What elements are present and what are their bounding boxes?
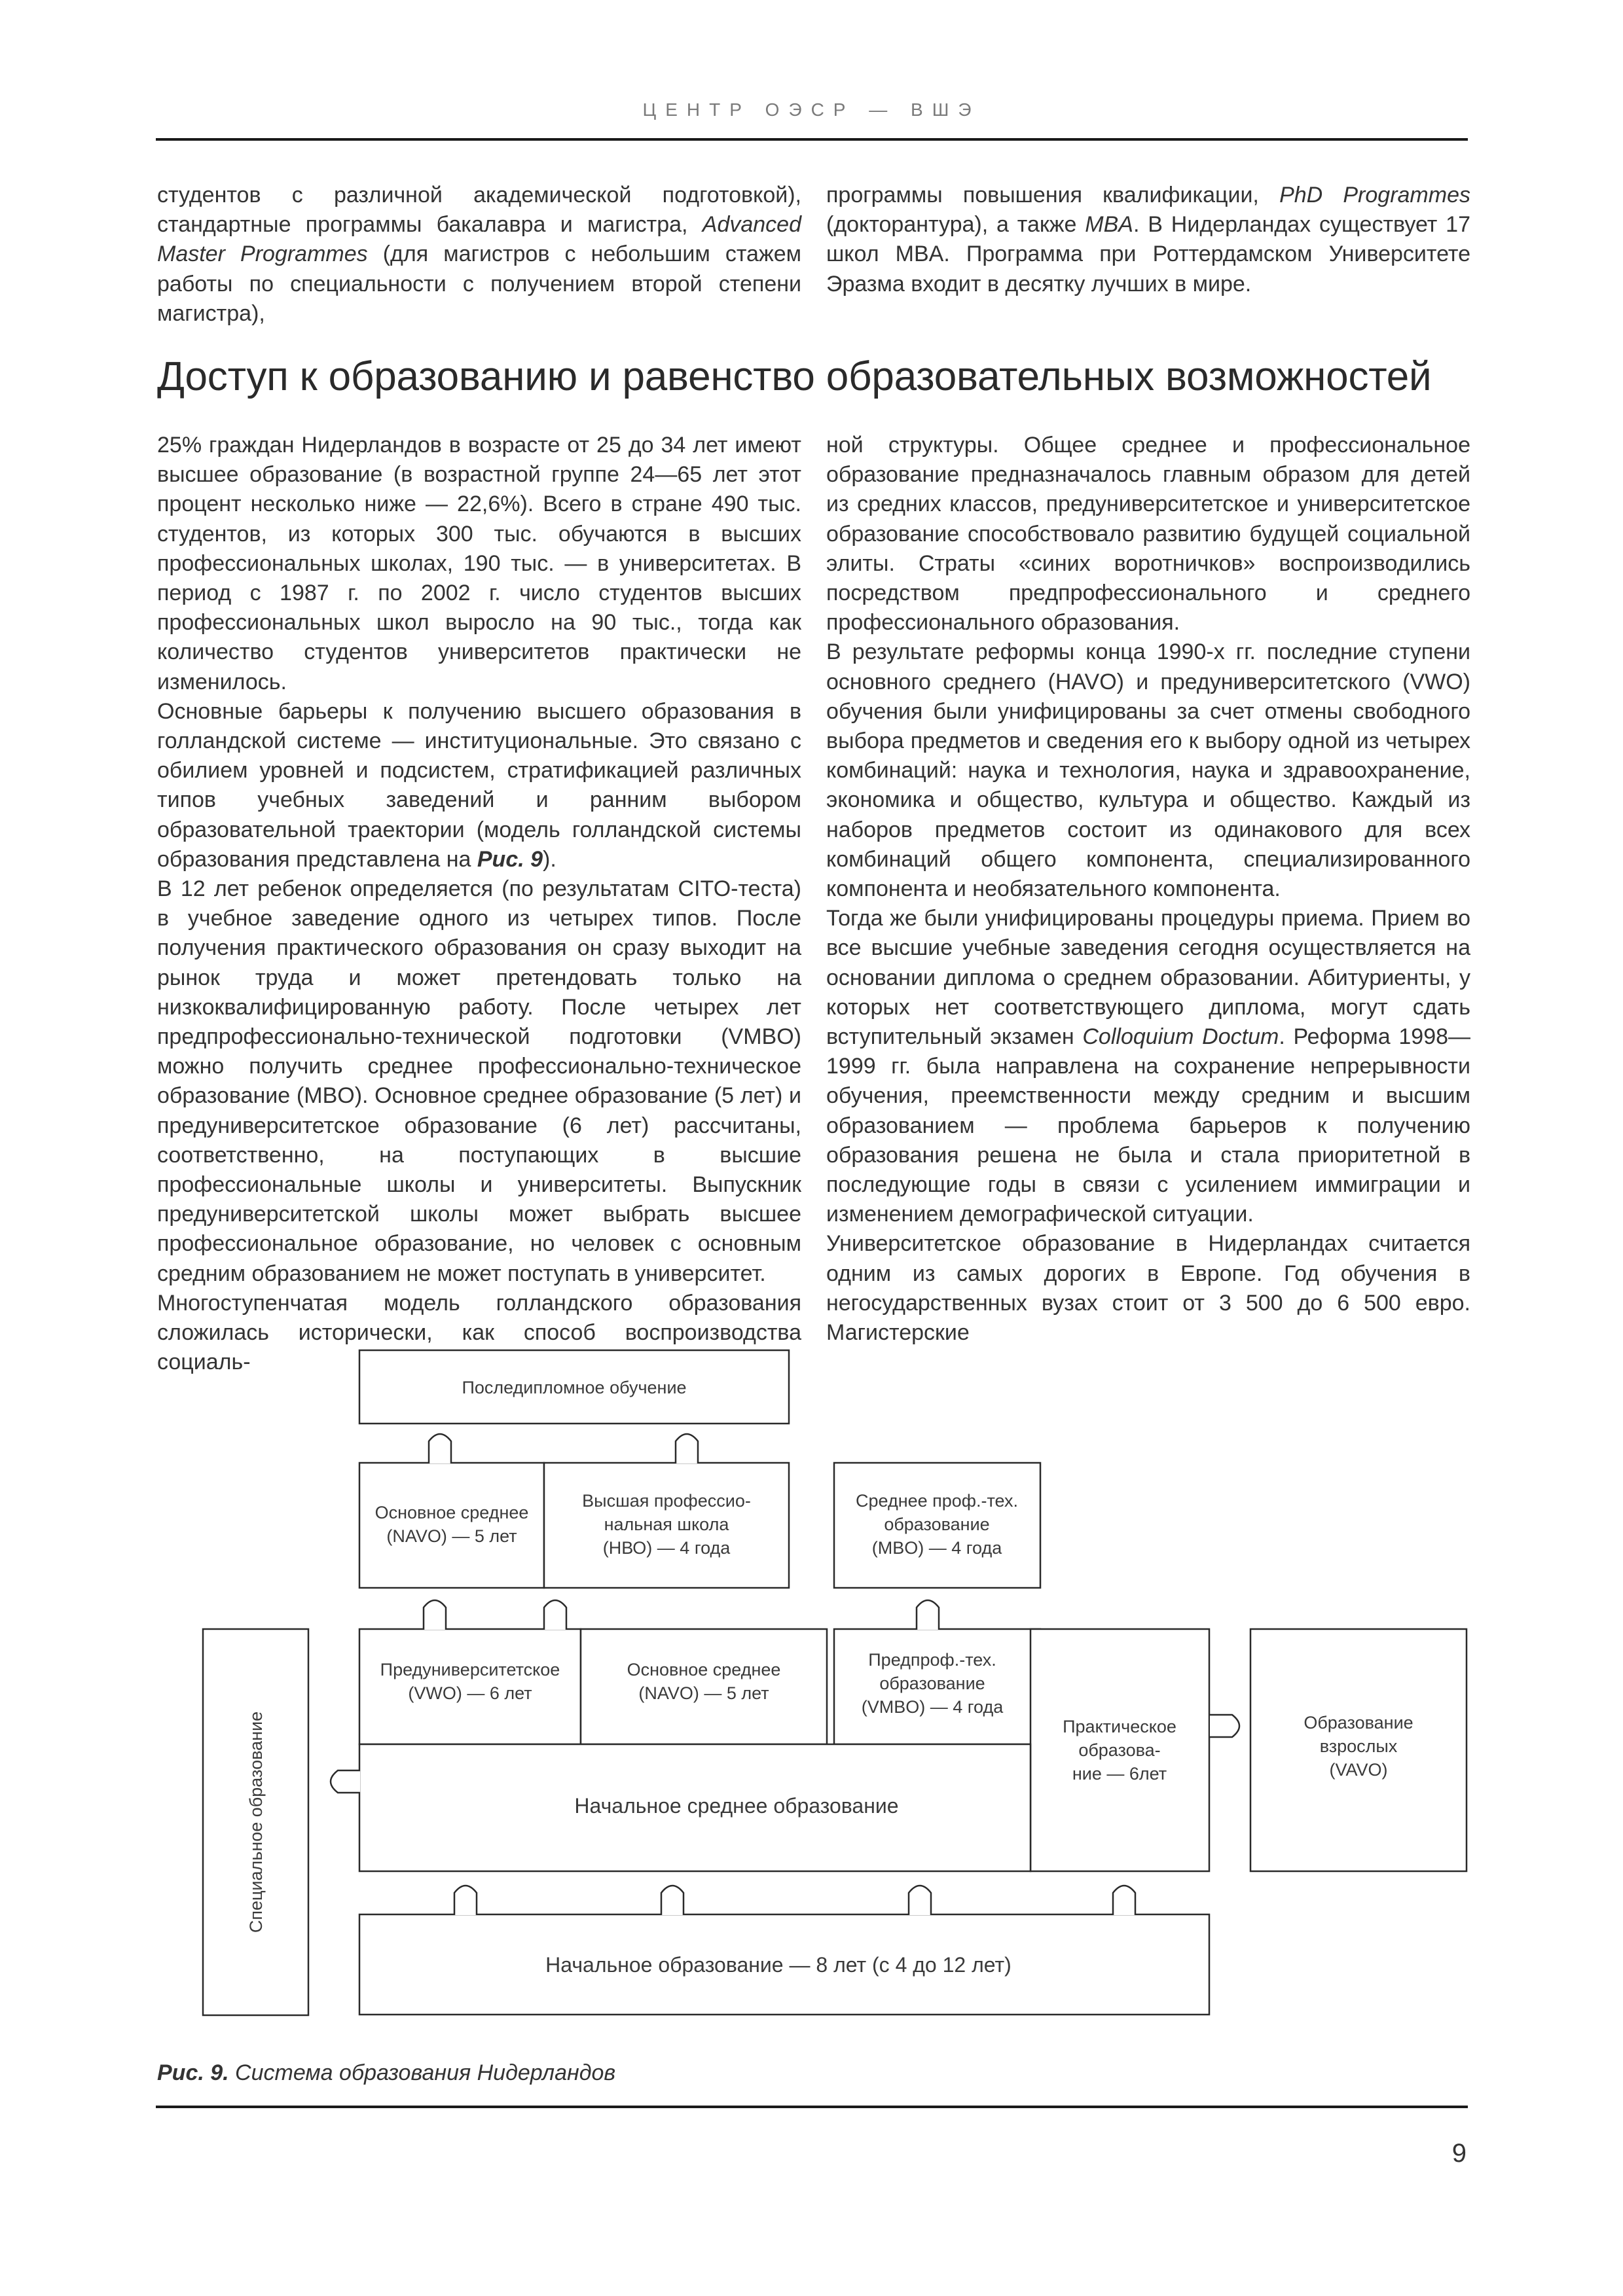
text-run: программы повышения квалификации,: [826, 183, 1280, 207]
text-run: Colloquium Doctum: [1082, 1024, 1279, 1050]
text-run: Тогда же были унифицированы процедуры приема. Прием во все высшие учебные заведения сегодня осуществляется на основании диплома о среднем образовании. Абитуриенты, у которых нет соответствующего диплома, могут сдать вступительный экзамен: [826, 906, 1470, 1050]
label-vmbo-1: Предпроф.-тех.: [868, 1650, 996, 1670]
label-practical-3: ние — 6лет: [1072, 1764, 1167, 1784]
arrow-up: [676, 1434, 698, 1463]
text-run: . В Нидерландах существует 17 школ MBA. Программа при Роттердамском Университете Эразма входит в десятку лучших в мире.: [826, 212, 1470, 296]
label-hbo-3: (НВО) — 4 года: [602, 1538, 731, 1558]
caption-label: Рис. 9.: [157, 2060, 229, 2085]
caption-text: Система образования Нидерландов: [228, 2060, 616, 2085]
running-header: ЦЕНТР ОЭСР — ВШЭ: [642, 99, 981, 120]
label-vmbo-2: образование: [879, 1674, 985, 1693]
label-vmbo-3: (VMBO) — 4 года: [861, 1697, 1004, 1717]
arrow-up: [661, 1886, 684, 1915]
arrow-up: [424, 1600, 446, 1630]
arrow-up: [454, 1886, 477, 1915]
text-run: Рис. 9: [477, 846, 543, 872]
text-run: Университетское образование в Нидерландах считается одним из самых дорогих в Европе. Год обучения в негосударственных вузах стоит от 3 500 до 6 500 евро. Магистерские: [826, 1231, 1470, 1346]
label-practical-1: Практическое: [1063, 1717, 1176, 1736]
arrow-up: [544, 1600, 566, 1630]
arrow-up: [1113, 1886, 1135, 1915]
text-run: ).: [543, 846, 556, 872]
arrow-up: [917, 1600, 939, 1630]
label-havo-top-2: (NAVO) — 5 лет: [386, 1526, 517, 1546]
label-hbo-2: нальная школа: [604, 1515, 729, 1534]
text-run: ной структуры. Общее среднее и профессиональное образование предназначалось главным образом для детей из средних классов, предуниверситетское и университетское образование способствовало развитию будущей социальной элиты. Страты «синих воротничков» воспроизводились посредством предпрофессионального и среднего профессионального образования.: [826, 433, 1470, 636]
label-adult-1: Образование: [1304, 1713, 1413, 1732]
label-adult-3: (VAVO): [1329, 1760, 1388, 1780]
label-practical-2: образова-: [1078, 1740, 1161, 1760]
label-vwo-1: Предуниверситетское: [380, 1660, 560, 1679]
text-run: (для магистров с небольшим стажем работы по специальности с получением второй степени магистра),: [157, 242, 801, 326]
box-havo-top: [359, 1463, 544, 1588]
arrow-up: [909, 1886, 931, 1915]
page-number: 9: [1451, 2139, 1467, 2168]
label-vwo-2: (VWO) — 6 лет: [408, 1683, 532, 1703]
label-postgraduate: Последипломное обучение: [462, 1378, 687, 1397]
arrow-up: [429, 1434, 451, 1463]
text-run: В 12 лет ребенок определяется (по результатам CITO-теста) в учебное заведение одного из четырех типов. После получения практического образования он сразу выходит на рынок труда и может претендовать только на низкоквалифицированную работу. После четырех лет предпрофессионально-технической подготовки (VMBO) можно получить среднее профессионально-техническое образование (MBO). Основное среднее образование (5 лет) и предуниверситетское образование (6 лет) рассчитаны, соответственно, на поступающих в высшие профессиональные школы и университеты. Выпускник предуниверситетской школы может выбрать высшее профессиональное образование, но человек с основным средним образованием не может поступать в университет.: [157, 876, 801, 1286]
label-lower-secondary: Начальное среднее образование: [574, 1794, 899, 1818]
label-primary: Начальное образование — 8 лет (с 4 до 12 лет): [545, 1953, 1012, 1977]
label-havo-top-1: Основное среднее: [374, 1503, 529, 1522]
text-run: 25% граждан Нидерландов в возрасте от 25 до 34 лет имеют высшее образование (в возрастной группе 24—65 лет этот процент несколько ниже — 22,6%). Всего в стране 490 тыс. студентов, из которых 300 тыс. обучаются в высших профессиональных школах, 190 тыс. — в университетах. В период с 1987 г. по 2002 г. число студентов высших профессиональных школ выросло на 90 тыс., тогда как количество студентов университетов практически не изменилось.: [157, 433, 801, 694]
label-mbo-1: Среднее проф.-тех.: [856, 1491, 1018, 1511]
text-run: PhD Programmes: [1279, 183, 1470, 207]
label-special-education: Специальное образование: [246, 1711, 266, 1933]
text-run: (докторантура), а также: [826, 212, 1085, 238]
text-run: студентов с различной академической подготовкой), стандартные программы бакалавра и магистра,: [157, 183, 801, 238]
label-havo-mid-2: (NAVO) — 5 лет: [638, 1683, 769, 1703]
label-havo-mid-1: Основное среднее: [627, 1660, 781, 1679]
figure-caption: [157, 2060, 615, 2086]
footer-rule: [156, 2106, 1468, 2108]
arrow-right: [1210, 1715, 1239, 1737]
text-run: . Реформа 1998—1999 гг. была направлена на сохранение непрерывности обучения, преемственности между средним и высшим образованием — проблема барьеров к получению образования решена не была и стала приоритетной в последующие годы в связи с усилением иммиграции и изменением демографической ситуации.: [826, 1024, 1471, 1227]
label-hbo-1: Высшая профессио-: [582, 1491, 751, 1511]
text-run: Основные барьеры к получению высшего образования в голландской системе — институциональные. Это связано с обилием уровней и подсистем, стратификацией различных типов учебных заведений и ранним выбором образовательной траектории (модель голландской системы образования представлена на: [157, 698, 801, 872]
text-run: Advanced Master Programmes: [157, 212, 801, 267]
label-mbo-3: (MBO) — 4 года: [871, 1538, 1002, 1558]
arrow-left: [331, 1770, 360, 1793]
text-run: MBA: [1085, 212, 1133, 238]
text-run: В результате реформы конца 1990-х гг. последние ступени основного среднего (HAVO) и предуниверситетского (VWO) обучения были унифицированы за счет отмены свободного выбора предметов и сведения его к выбору одной из четырех комбинаций: наука и технология, наука и здравоохранение, экономика и общество, культура и общество. Каждый из наборов предметов состоит из одинакового для всех комбинаций общего компонента, специализированного компонента и необязательного компонента.: [826, 639, 1470, 902]
label-adult-2: взрослых: [1319, 1736, 1398, 1756]
label-mbo-2: образование: [884, 1515, 990, 1534]
text-run: Многоступенчатая модель голландского образования сложилась исторически, как способ воспроизводства социаль-: [157, 1290, 801, 1375]
section-heading: Доступ к образованию и равенство образовательных возможностей: [157, 354, 1432, 399]
